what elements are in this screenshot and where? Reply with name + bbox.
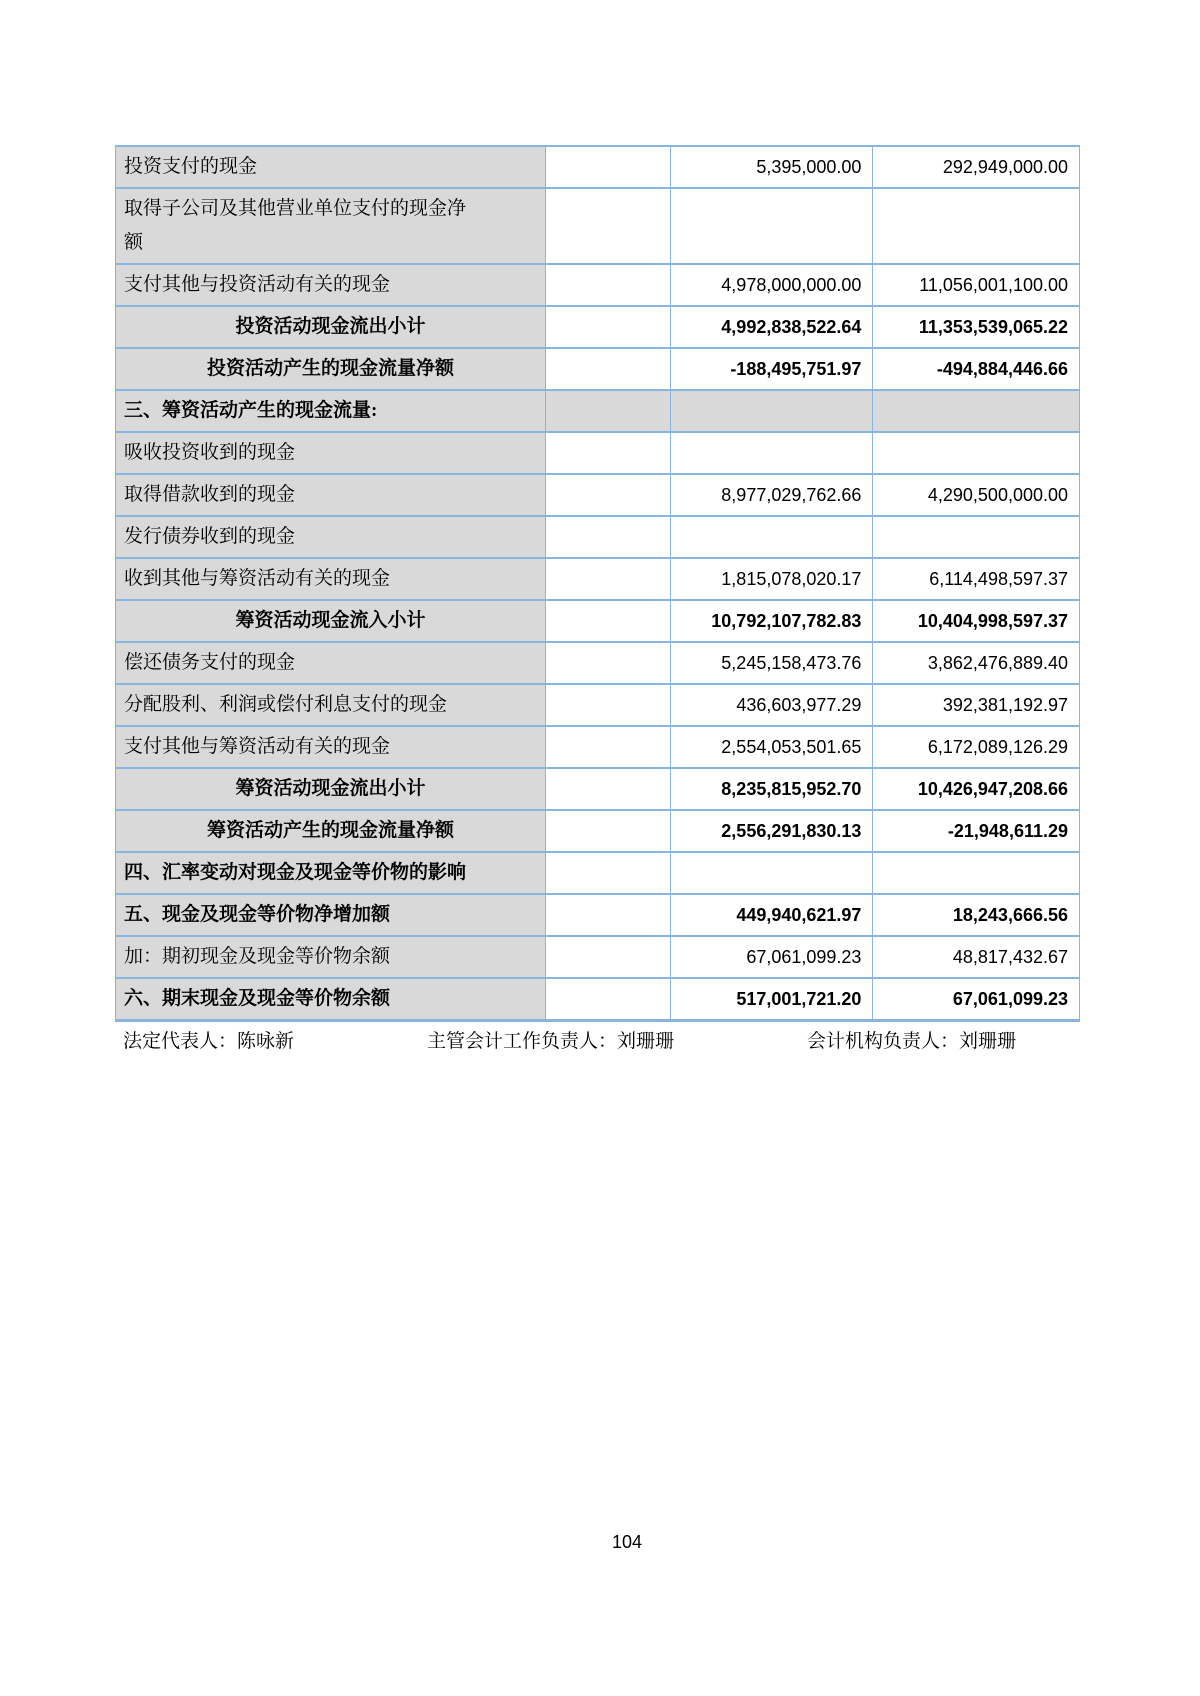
- amount-text: 8,977,029,762.66: [721, 485, 862, 505]
- note-cell: [545, 937, 670, 977]
- amount-text: 436,603,977.29: [736, 695, 862, 715]
- table-row: [116, 895, 1079, 937]
- prior-amount-cell: [872, 601, 1079, 641]
- row-label-cell: [116, 769, 545, 809]
- amount-text: 292,949,000.00: [942, 157, 1069, 177]
- note-cell: [545, 895, 670, 935]
- label-text: 取得子公司及其他营业单位支付的现金净额: [124, 198, 467, 253]
- note-cell: [545, 147, 670, 187]
- note-cell: [545, 559, 670, 599]
- prior-amount-cell: [872, 391, 1079, 431]
- amount-text: 10,404,998,597.37: [917, 611, 1069, 631]
- current-amount-cell: [670, 769, 873, 809]
- amount-text: 6,172,089,126.29: [927, 737, 1069, 757]
- prior-amount-cell: [872, 811, 1079, 851]
- note-cell: [545, 685, 670, 725]
- current-amount-cell: [670, 147, 873, 187]
- amount-text: 4,290,500,000.00: [927, 485, 1069, 505]
- row-label-cell: [116, 727, 545, 767]
- amount-text: 5,395,000.00: [756, 157, 862, 177]
- table-row: [116, 601, 1079, 643]
- amount-text: 67,061,099.23: [952, 989, 1069, 1009]
- note-cell: [545, 769, 670, 809]
- table-row: [116, 685, 1079, 727]
- label-text: 筹资活动现金流入小计: [235, 610, 426, 631]
- note-cell: [545, 475, 670, 515]
- table-row: [116, 391, 1079, 433]
- table-row: [116, 517, 1079, 559]
- amount-text: -21,948,611.29: [947, 821, 1069, 841]
- row-label-cell: [116, 349, 545, 389]
- label-text: 支付其他与筹资活动有关的现金: [124, 736, 391, 757]
- row-label-cell: [116, 189, 545, 263]
- row-label-cell: [116, 391, 545, 431]
- current-amount-cell: [670, 189, 873, 263]
- current-amount-cell: [670, 349, 873, 389]
- label-text: 分配股利、利润或偿付利息支付的现金: [124, 694, 448, 715]
- legal-representative-signature: 法定代表人：陈咏新: [123, 1031, 295, 1052]
- current-amount-cell: [670, 643, 873, 683]
- label-text: 三、筹资活动产生的现金流量:: [124, 400, 378, 421]
- accounting-dept-head-signature: 会计机构负责人：刘珊珊: [807, 1031, 1017, 1052]
- prior-amount-cell: [872, 559, 1079, 599]
- current-amount-cell: [670, 517, 873, 557]
- amount-text: 517,001,721.20: [736, 989, 862, 1009]
- prior-amount-cell: [872, 265, 1079, 305]
- row-label-cell: [116, 853, 545, 893]
- row-label-cell: [116, 895, 545, 935]
- prior-amount-cell: [872, 937, 1079, 977]
- table-row: [116, 349, 1079, 391]
- prior-amount-cell: [872, 349, 1079, 389]
- table-row: [116, 769, 1079, 811]
- note-cell: [545, 433, 670, 473]
- current-amount-cell: [670, 307, 873, 347]
- note-cell: [545, 643, 670, 683]
- table-row: [116, 147, 1079, 189]
- chief-accountant-signature: 主管会计工作负责人：刘珊珊: [427, 1031, 675, 1052]
- label-text: 偿还债务支付的现金: [124, 652, 296, 673]
- table-row: [116, 433, 1079, 475]
- row-label-cell: [116, 979, 545, 1019]
- amount-text: 4,978,000,000.00: [721, 275, 862, 295]
- label-text: 收到其他与筹资活动有关的现金: [124, 568, 391, 589]
- label-text: 投资支付的现金: [124, 156, 258, 177]
- label-text: 投资活动产生的现金流量净额: [207, 358, 455, 379]
- prior-amount-cell: [872, 189, 1079, 263]
- cash-flow-table: [115, 145, 1080, 1022]
- current-amount-cell: [670, 853, 873, 893]
- amount-text: 2,554,053,501.65: [721, 737, 862, 757]
- table-row: [116, 475, 1079, 517]
- note-cell: [545, 727, 670, 767]
- amount-text: 2,556,291,830.13: [721, 821, 862, 841]
- row-label-cell: [116, 643, 545, 683]
- note-cell: [545, 979, 670, 1019]
- note-cell: [545, 349, 670, 389]
- prior-amount-cell: [872, 769, 1079, 809]
- signature-line: [115, 1026, 1080, 1056]
- label-text: 取得借款收到的现金: [124, 484, 296, 505]
- prior-amount-cell: [872, 307, 1079, 347]
- amount-text: 8,235,815,952.70: [721, 779, 862, 799]
- note-cell: [545, 265, 670, 305]
- amount-text: 11,056,001,100.00: [919, 275, 1069, 295]
- note-cell: [545, 307, 670, 347]
- current-amount-cell: [670, 685, 873, 725]
- label-text: 吸收投资收到的现金: [124, 442, 296, 463]
- note-cell: [545, 517, 670, 557]
- note-cell: [545, 811, 670, 851]
- table-row: [116, 979, 1079, 1021]
- note-cell: [545, 601, 670, 641]
- current-amount-cell: [670, 475, 873, 515]
- table-row: [116, 559, 1079, 601]
- current-amount-cell: [670, 265, 873, 305]
- label-text: 支付其他与投资活动有关的现金: [124, 274, 391, 295]
- row-label-cell: [116, 559, 545, 599]
- prior-amount-cell: [872, 853, 1079, 893]
- amount-text: 67,061,099.23: [746, 947, 862, 967]
- amount-text: 4,992,838,522.64: [721, 317, 862, 337]
- amount-text: 3,862,476,889.40: [927, 653, 1069, 673]
- label-text: 筹资活动现金流出小计: [235, 778, 426, 799]
- prior-amount-cell: [872, 643, 1079, 683]
- note-cell: [545, 189, 670, 263]
- current-amount-cell: [670, 391, 873, 431]
- current-amount-cell: [670, 811, 873, 851]
- prior-amount-cell: [872, 895, 1079, 935]
- table-row: [116, 189, 1079, 265]
- table-row: [116, 853, 1079, 895]
- note-cell: [545, 853, 670, 893]
- amount-text: 5,245,158,473.76: [721, 653, 862, 673]
- note-cell: [545, 391, 670, 431]
- label-text: 四、汇率变动对现金及现金等价物的影响: [124, 862, 467, 883]
- row-label-cell: [116, 265, 545, 305]
- amount-text: 392,381,192.97: [942, 695, 1069, 715]
- row-label-cell: [116, 517, 545, 557]
- current-amount-cell: [670, 601, 873, 641]
- amount-text: 6,114,498,597.37: [929, 569, 1069, 589]
- row-label-cell: [116, 147, 545, 187]
- table-row: [116, 307, 1079, 349]
- prior-amount-cell: [872, 147, 1079, 187]
- prior-amount-cell: [872, 517, 1079, 557]
- amount-text: -494,884,446.66: [936, 359, 1069, 379]
- table-row: [116, 937, 1079, 979]
- label-text: 发行债券收到的现金: [124, 526, 296, 547]
- label-text: 加：期初现金及现金等价物余额: [124, 946, 391, 967]
- row-label-cell: [116, 433, 545, 473]
- page-number: 104: [612, 1532, 643, 1552]
- current-amount-cell: [670, 433, 873, 473]
- amount-text: 449,940,621.97: [736, 905, 862, 925]
- label-text: 五、现金及现金等价物净增加额: [124, 904, 391, 925]
- label-text: 筹资活动产生的现金流量净额: [207, 820, 455, 841]
- amount-text: 18,243,666.56: [952, 905, 1069, 925]
- row-label-cell: [116, 811, 545, 851]
- label-text: 投资活动现金流出小计: [235, 316, 426, 337]
- current-amount-cell: [670, 979, 873, 1019]
- amount-text: 10,792,107,782.83: [711, 611, 862, 631]
- amount-text: 1,815,078,020.17: [721, 569, 862, 589]
- row-label-cell: [116, 601, 545, 641]
- prior-amount-cell: [872, 685, 1079, 725]
- prior-amount-cell: [872, 433, 1079, 473]
- current-amount-cell: [670, 937, 873, 977]
- current-amount-cell: [670, 727, 873, 767]
- row-label-cell: [116, 937, 545, 977]
- label-text: 六、期末现金及现金等价物余额: [124, 988, 391, 1009]
- prior-amount-cell: [872, 979, 1079, 1019]
- table-row: [116, 727, 1079, 769]
- amount-text: 11,353,539,065.22: [918, 317, 1069, 337]
- amount-text: -188,495,751.97: [730, 359, 862, 379]
- row-label-cell: [116, 685, 545, 725]
- current-amount-cell: [670, 895, 873, 935]
- table-row: [116, 265, 1079, 307]
- table-row: [116, 811, 1079, 853]
- prior-amount-cell: [872, 727, 1079, 767]
- current-amount-cell: [670, 559, 873, 599]
- amount-text: 48,817,432.67: [952, 947, 1069, 967]
- prior-amount-cell: [872, 475, 1079, 515]
- row-label-cell: [116, 307, 545, 347]
- row-label-cell: [116, 475, 545, 515]
- table-row: [116, 643, 1079, 685]
- amount-text: 10,426,947,208.66: [917, 779, 1069, 799]
